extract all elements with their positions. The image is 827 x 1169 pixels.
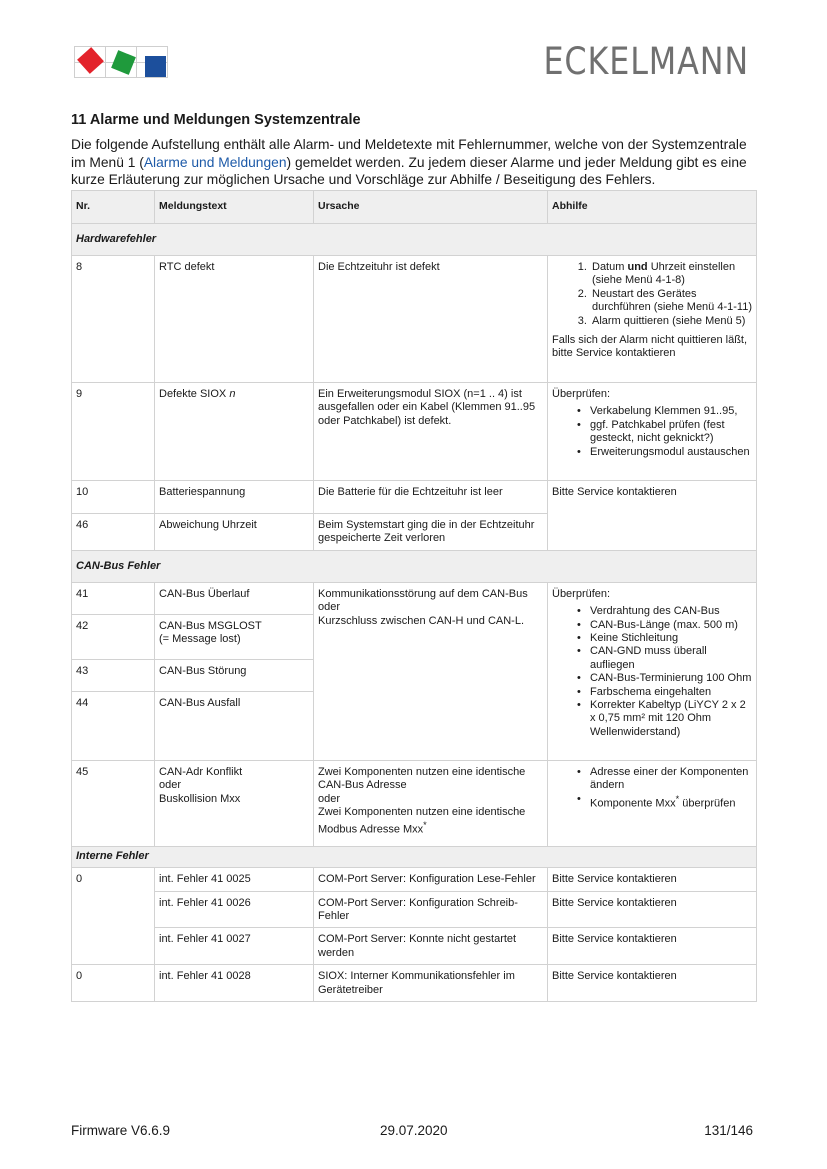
- section-label: Interne Fehler: [72, 846, 757, 867]
- cell-cause: Zwei Komponenten nutzen eine identische CAN-Bus Adresse oder Zwei Komponenten nutzen eine identische Modbus Adresse Mxx*: [314, 760, 548, 846]
- cell-cause: Die Batterie für die Echtzeituhr ist leer: [314, 481, 548, 514]
- eckelmann-logo: [74, 46, 168, 78]
- cell-message: Abweichung Uhrzeit: [155, 514, 314, 551]
- cell-nr: 10: [72, 481, 155, 514]
- list-item: • Keine Stichleitung: [590, 632, 752, 645]
- list-item: • Komponente Mxx* überprüfen: [590, 793, 752, 811]
- list-item: • CAN-GND muss überall aufliegen: [590, 645, 752, 672]
- col-header-message: Meldungstext: [155, 191, 314, 224]
- list-item: • CAN-Bus-Terminierung 100 Ohm: [590, 672, 752, 685]
- cell-cause: COM-Port Server: Konnte nicht gestartet werden: [314, 928, 548, 965]
- table-header-row: [72, 191, 757, 224]
- table-row: [72, 760, 757, 846]
- list-item: • Adresse einer der Komponenten ändern: [590, 766, 752, 793]
- cause-line: Kurzschluss zwischen CAN-H und CAN-L.: [318, 614, 525, 627]
- intro-paragraph: [71, 136, 761, 189]
- cause-line: Kommunikationsstörung auf dem CAN-Bus: [318, 587, 528, 600]
- cell-message: CAN-Adr Konflikt oder Buskollision Mxx: [155, 760, 314, 846]
- section-label: Hardwarefehler: [72, 224, 757, 256]
- list-item: • CAN-Bus-Länge (max. 500 m): [590, 619, 752, 632]
- page-title: 11 Alarme und Meldungen Systemzentrale: [71, 112, 361, 128]
- cell-remedy: [548, 582, 757, 760]
- check-list: [552, 605, 752, 739]
- cell-nr: 42: [72, 614, 155, 659]
- cell-remedy: [548, 383, 757, 481]
- cell-remedy: Bitte Service kontaktieren: [548, 965, 757, 1002]
- list-item: • Verdrahtung des CAN-Bus: [590, 605, 752, 618]
- cell-cause: SIOX: Interner Kommunikationsfehler im Gerätetreiber: [314, 965, 548, 1002]
- check-list: [552, 405, 752, 459]
- section-label: CAN-Bus Fehler: [72, 550, 757, 582]
- check-label: Überprüfen:: [552, 388, 611, 400]
- cell-cause: Ein Erweiterungsmodul SIOX (n=1 .. 4) ist ausgefallen oder ein Kabel (Klemmen 91..95 oder Patchkabel) ist defekt.: [314, 383, 548, 481]
- table-row: [72, 891, 757, 928]
- cell-message: int. Fehler 41 0025: [155, 868, 314, 891]
- cell-nr: 9: [72, 383, 155, 481]
- cell-nr: 41: [72, 582, 155, 614]
- cell-message: CAN-Bus Überlauf: [155, 582, 314, 614]
- table-row: [72, 868, 757, 891]
- list-item: 2. Neustart des Gerätes durchführen (siehe Menü 4-1-11): [590, 288, 752, 315]
- cell-cause: COM-Port Server: Konfiguration Lese-Fehler: [314, 868, 548, 891]
- alarms-menu-link[interactable]: Alarme und Meldungen: [143, 154, 287, 170]
- cell-remedy: Bitte Service kontaktieren: [548, 891, 757, 928]
- table-row: [72, 965, 757, 1002]
- section-row-internal: [72, 846, 757, 867]
- cell-nr: 45: [72, 760, 155, 846]
- footnote-asterisk: *: [675, 793, 680, 804]
- alarm-table: [71, 190, 757, 1002]
- cell-message: int. Fehler 41 0026: [155, 891, 314, 928]
- cell-message: Defekte SIOX n: [155, 383, 314, 481]
- table-row: [72, 582, 757, 614]
- list-item: • ggf. Patchkabel prüfen (fest gesteckt, nicht geknickt?): [590, 419, 752, 446]
- cause-line: oder: [318, 601, 341, 614]
- cell-message: Batteriespannung: [155, 481, 314, 514]
- list-item: • Erweiterungsmodul austauschen: [590, 446, 752, 459]
- check-label: Überprüfen:: [552, 587, 611, 600]
- cell-nr: 46: [72, 514, 155, 551]
- table-row: [72, 928, 757, 965]
- footer-page-number: 131/146: [704, 1123, 753, 1138]
- cell-message: RTC defekt: [155, 256, 314, 383]
- col-header-remedy: Abhilfe: [548, 191, 757, 224]
- remedy-note: Falls sich der Alarm nicht quittieren läßt, bitte Service kontaktieren: [552, 334, 748, 360]
- list-item: • Farbschema eingehalten: [590, 686, 752, 699]
- logo-red-square: [77, 47, 104, 74]
- list-item: 3. Alarm quittieren (siehe Menü 5): [590, 315, 752, 328]
- cell-message: CAN-Bus Störung: [155, 659, 314, 691]
- cell-nr: 8: [72, 256, 155, 383]
- cell-cause: [314, 582, 548, 760]
- intro-text-1: Die folgende Aufstellung enthält alle Alarm- und Meldetexte mit Fehlernummer, welche von der Systemzentrale im Menü 1 (: [71, 137, 747, 170]
- brand-wordmark: ECKELMANN: [543, 40, 749, 83]
- cell-remedy: Bitte Service kontaktieren: [548, 481, 757, 551]
- cell-cause: Beim Systemstart ging die in der Echtzeituhr gespeicherte Zeit verloren: [314, 514, 548, 551]
- cell-cause: COM-Port Server: Konfiguration Schreib-Fehler: [314, 891, 548, 928]
- list-item: 1. Datum und Uhrzeit einstellen (siehe Menü 4-1-8): [590, 261, 752, 288]
- col-header-cause: Ursache: [314, 191, 548, 224]
- remedy-steps: [552, 261, 752, 328]
- cell-nr: 0: [72, 868, 155, 965]
- cell-nr: 44: [72, 691, 155, 760]
- table-row: [72, 481, 757, 514]
- cell-remedy: [548, 760, 757, 846]
- cell-cause: Die Echtzeituhr ist defekt: [314, 256, 548, 383]
- cell-message: CAN-Bus Ausfall: [155, 691, 314, 760]
- logo-green-square: [111, 50, 136, 75]
- cell-message: int. Fehler 41 0028: [155, 965, 314, 1002]
- footer-date: 29.07.2020: [380, 1123, 448, 1138]
- table-row: [72, 383, 757, 481]
- cell-message: int. Fehler 41 0027: [155, 928, 314, 965]
- cell-remedy: Bitte Service kontaktieren: [548, 928, 757, 965]
- col-header-nr: Nr.: [72, 191, 155, 224]
- section-row-hardware: [72, 224, 757, 256]
- section-row-canbus: [72, 550, 757, 582]
- check-list: [552, 766, 752, 811]
- list-item: • Verkabelung Klemmen 91..95,: [590, 405, 752, 418]
- footnote-asterisk: *: [423, 820, 427, 831]
- cell-message: CAN-Bus MSGLOST (= Message lost): [155, 614, 314, 659]
- cell-nr: 0: [72, 965, 155, 1002]
- list-item: • Korrekter Kabeltyp (LiYCY 2 x 2 x 0,75 mm² mit 120 Ohm Wellenwiderstand): [590, 699, 752, 739]
- cell-remedy: [548, 256, 757, 383]
- logo-blue-square: [145, 56, 166, 77]
- cell-nr: 43: [72, 659, 155, 691]
- intro-text-2: ) gemeldet werden. Zu jedem dieser Alarme und jeder Meldung gibt es eine kurze Erläuterung zur möglichen Ursache und Vorschläge zur Abhilfe / Beseitigung des Fehlers.: [71, 154, 747, 187]
- cell-remedy: Bitte Service kontaktieren: [548, 868, 757, 891]
- footer-firmware: Firmware V6.6.9: [71, 1123, 171, 1138]
- table-row: [72, 256, 757, 383]
